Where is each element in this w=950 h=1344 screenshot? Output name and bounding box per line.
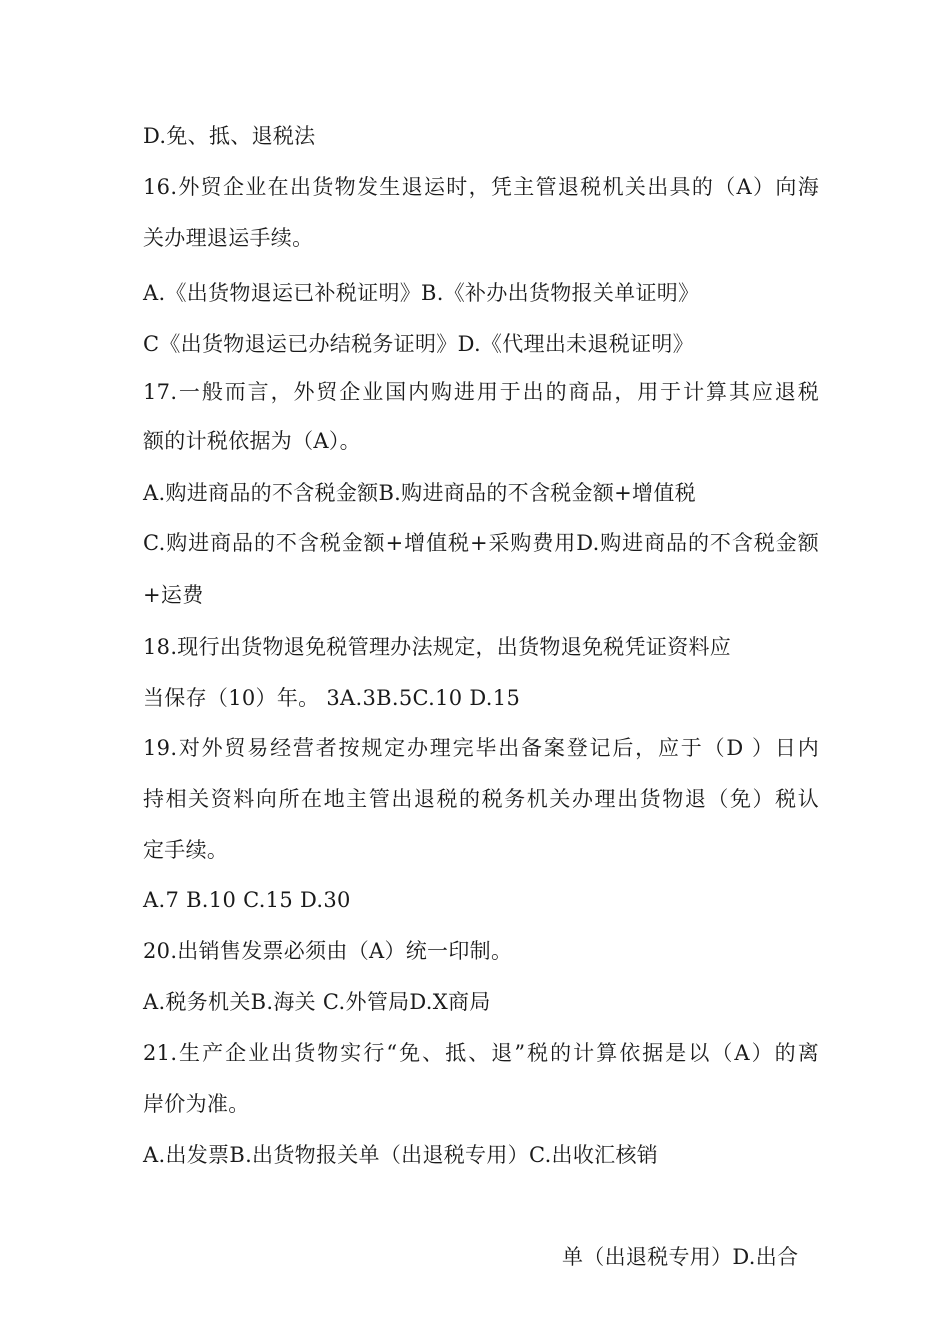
question-19: 19.对外贸易经营者按规定办理完毕出备案登记后，应于（D ）日内 [143, 736, 819, 760]
question-18: 18.现行出货物退免税管理办法规定，出货物退免税凭证资料应 [143, 635, 732, 659]
text-line: 关办理退运手续。 [143, 226, 314, 250]
options-16-cd: C《出货物退运已办结税务证明》D.《代理出未退税证明》 [143, 332, 694, 356]
question-21: 21.生产企业出货物实行“免、抵、退”税的计算依据是以（A）的离 [143, 1041, 819, 1065]
options-21-cd: 单（出退税专用）D.出合 [562, 1245, 799, 1269]
options-18: 当保存（10）年。 3A.3B.5C.10 D.15 [143, 686, 521, 710]
options-19: A.7 B.10 C.15 D.30 [143, 888, 351, 912]
question-16: 16.外贸企业在出货物发生退运时，凭主管退税机关出具的（A）向海 [143, 175, 819, 199]
text-line: 岸价为准。 [143, 1092, 250, 1116]
text-line: +运费 [143, 583, 204, 607]
options-20: A.税务机关B.海关 C.外管局D.X商局 [143, 990, 491, 1014]
options-17-ab: A.购进商品的不含税金额B.购进商品的不含税金额+增值税 [143, 481, 696, 505]
question-17: 17.一般而言，外贸企业国内购进用于出的商品，用于计算其应退税 [143, 380, 819, 404]
text-line: D.免、抵、退税法 [143, 124, 316, 148]
options-21-abc: A.出发票B.出货物报关单（出退税专用）C.出收汇核销 [143, 1143, 659, 1167]
options-16-ab: A.《出货物退运已补税证明》B.《补办出货物报关单证明》 [143, 281, 700, 305]
text-line: 额的计税依据为（A）。 [143, 429, 361, 453]
text-line: 持相关资料向所在地主管出退税的税务机关办理出货物退（免）税认 [143, 787, 819, 811]
text-line: 定手续。 [143, 838, 229, 862]
options-17-cd: C.购进商品的不含税金额+增值税+采购费用D.购进商品的不含税金额 [143, 531, 819, 555]
question-20: 20.出销售发票必须由（A）统一印制。 [143, 939, 513, 963]
